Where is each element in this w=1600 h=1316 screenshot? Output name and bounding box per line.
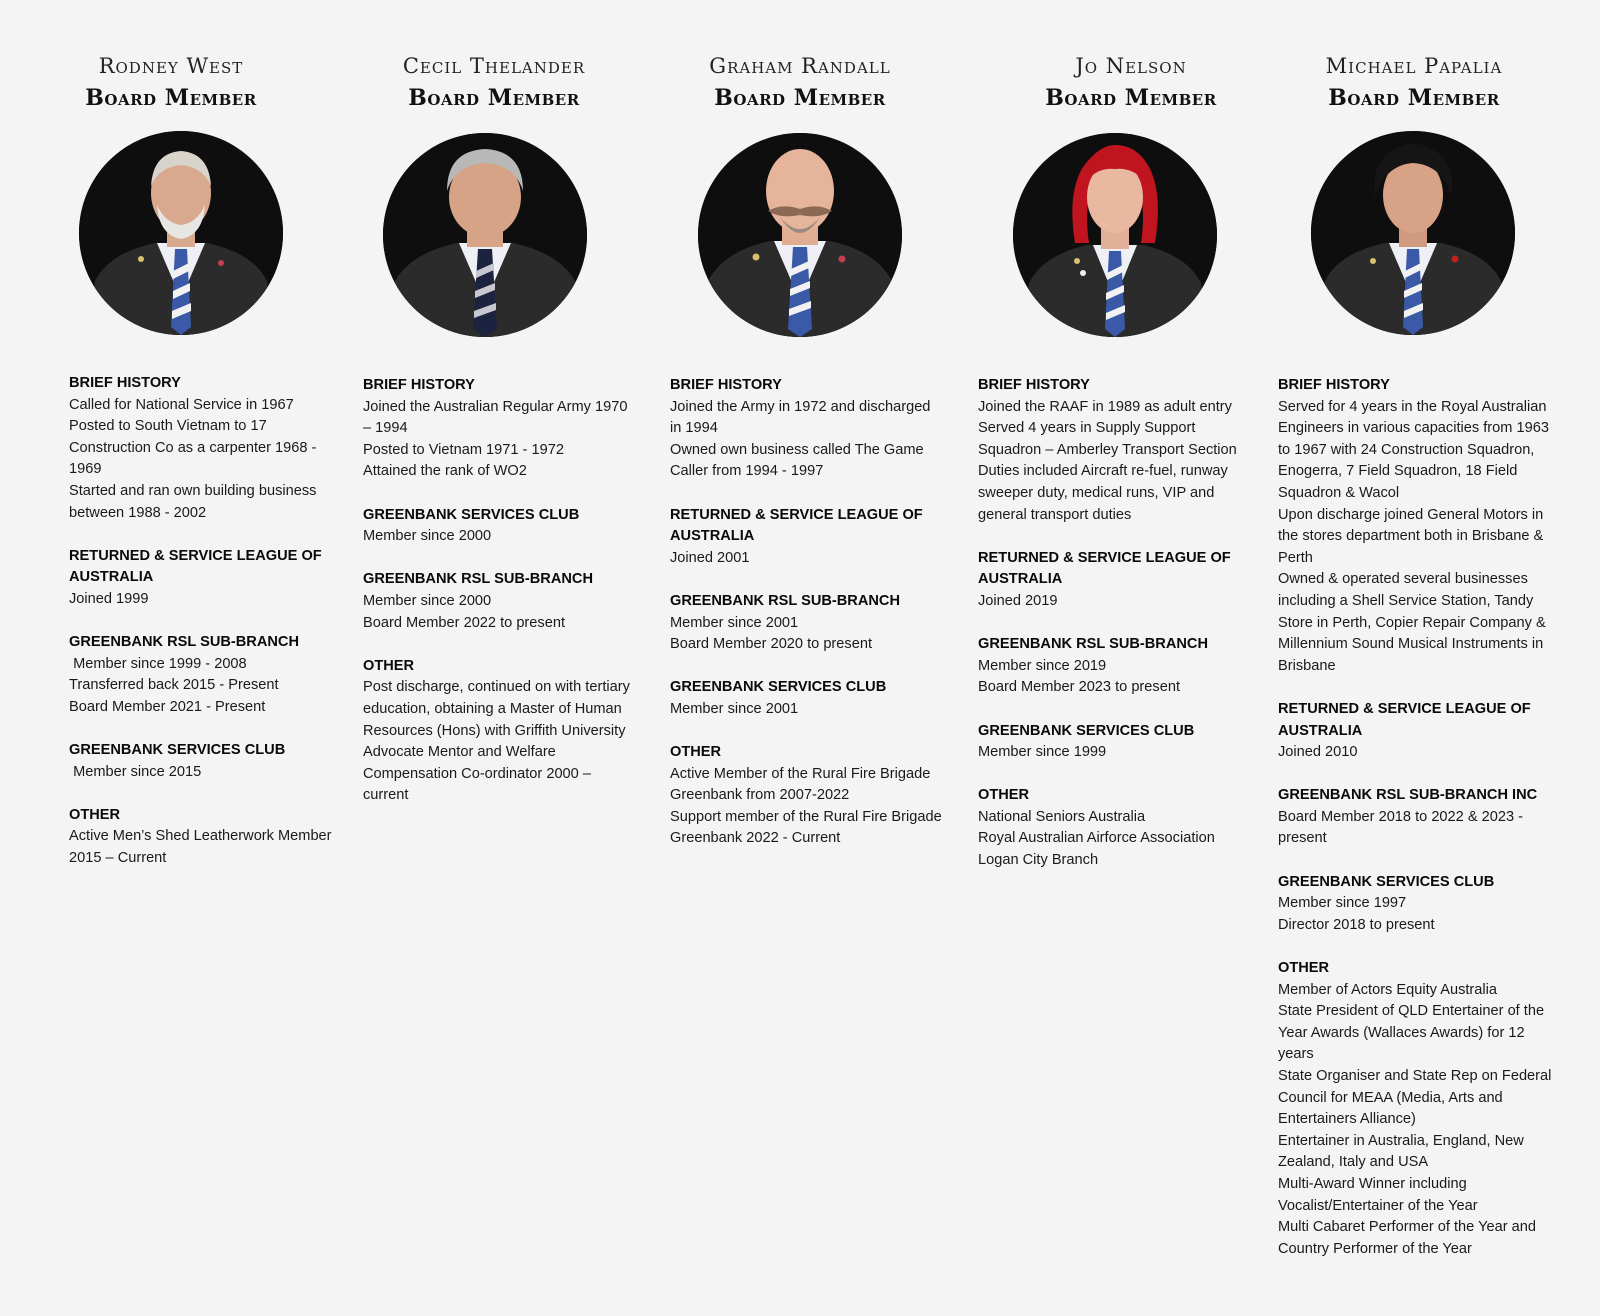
member-name: Cecil Thelander xyxy=(402,54,586,78)
section-line: Upon discharge joined General Motors in the stores department both in Brisbane & Perth xyxy=(1278,506,1548,566)
section-line: Joined the Army in 1972 and discharged in 1994 xyxy=(670,398,935,437)
portrait-illustration xyxy=(1311,131,1515,335)
member-photo xyxy=(1311,131,1515,335)
member-bio xyxy=(978,375,1253,893)
section-line: Member since 2015 xyxy=(69,763,202,780)
bio-section-brief-history xyxy=(1278,375,1553,677)
section-title: RETURNED & SERVICE LEAGUE OF AUSTRALIA xyxy=(670,506,923,545)
section-line: Member since 2001 xyxy=(670,700,799,717)
section-line: Owned & operated several businesses including a Shell Service Station, Tandy Store in Perth, Copier Repair Company & Millennium Sound Musical Instruments in Brisbane xyxy=(1278,571,1550,674)
section-line: Entertainer in Australia, England, New Zealand, Italy and USA xyxy=(1278,1132,1528,1171)
member-bio xyxy=(670,375,945,872)
section-title: GREENBANK RSL SUB-BRANCH xyxy=(69,634,299,651)
member-bio xyxy=(363,375,638,828)
bio-section-rsl xyxy=(978,548,1253,613)
section-line: Member of Actors Equity Australia xyxy=(1278,981,1497,998)
bio-section-services-club xyxy=(363,505,638,548)
section-line: State Organiser and State Rep on Federal Council for MEAA (Media, Arts and Entertainers Alliance) xyxy=(1278,1068,1556,1128)
section-title: BRIEF HISTORY xyxy=(670,377,782,393)
bio-section-sub-branch xyxy=(670,591,945,656)
member-bio xyxy=(69,373,344,891)
section-line: Board Member 2022 to present xyxy=(363,614,565,631)
section-line: Joined 2010 xyxy=(1278,744,1358,761)
section-line: Served 4 years in Supply Support Squadron – Amberley Transport Section xyxy=(978,420,1237,458)
section-line: Support member of the Rural Fire Brigade Greenbank 2022 - Current xyxy=(670,808,946,847)
member-photo xyxy=(1013,133,1217,337)
member-role: Board Member xyxy=(408,85,580,111)
section-title: OTHER xyxy=(69,806,121,823)
section-line: Joined 2001 xyxy=(670,549,750,566)
section-title: GREENBANK RSL SUB-BRANCH xyxy=(978,636,1208,653)
member-photo xyxy=(698,133,902,337)
section-title: GREENBANK SERVICES CLUB xyxy=(69,742,286,759)
bio-section-services-club xyxy=(978,721,1253,764)
section-title: GREENBANK SERVICES CLUB xyxy=(670,679,887,696)
bio-section-sub-branch xyxy=(363,569,638,634)
section-title: RETURNED & SERVICE LEAGUE OF AUSTRALIA xyxy=(69,547,322,586)
bio-section-other xyxy=(670,742,945,850)
bio-section-brief-history xyxy=(69,373,344,524)
section-line: Member since 2001 xyxy=(670,614,799,631)
section-line: Multi Cabaret Performer of the Year and Country Performer of the Year xyxy=(1278,1219,1541,1257)
section-line: Called for National Service in 1967 xyxy=(69,396,294,413)
section-title: BRIEF HISTORY xyxy=(363,377,475,393)
section-line: Board Member 2021 - Present xyxy=(69,698,266,715)
member-role: Board Member xyxy=(85,85,257,111)
section-title: BRIEF HISTORY xyxy=(69,375,181,391)
section-line: National Seniors Australia xyxy=(978,808,1146,825)
section-title: GREENBANK SERVICES CLUB xyxy=(363,506,580,523)
bio-section-rsl xyxy=(69,546,344,611)
member-role: Board Member xyxy=(1328,85,1500,111)
member-role: Board Member xyxy=(1045,85,1217,111)
section-line: Served for 4 years in the Royal Australian Engineers in various capacities from 1963 to 1967 with 24 Construction Squadron, Enogerra, 7 Field Squadron, 18 Field Squadron & Wacol xyxy=(1278,398,1554,501)
portrait-illustration xyxy=(79,131,283,335)
section-line: Joined 2019 xyxy=(978,592,1058,609)
section-line: Member since 1999 - 2008 xyxy=(69,655,247,672)
section-line: Started and ran own building business between 1988 - 2002 xyxy=(69,482,321,521)
section-line: Member since 2000 xyxy=(363,592,492,609)
section-title: OTHER xyxy=(670,744,722,761)
section-line: Active Member of the Rural Fire Brigade Greenbank from 2007-2022 xyxy=(670,765,935,804)
section-line: Posted to South Vietnam to 17 Construction Co as a carpenter 1968 - 1969 xyxy=(69,418,321,478)
member-name: Rodney West xyxy=(98,54,244,78)
bio-section-other xyxy=(69,805,344,870)
bio-section-services-club xyxy=(69,740,344,783)
bio-section-rsl xyxy=(1278,699,1553,764)
bio-section-sub-branch xyxy=(69,632,344,718)
member-name: Michael Papalia xyxy=(1325,54,1503,78)
member-header xyxy=(11,50,331,114)
member-photo xyxy=(383,133,587,337)
section-line: Member since 1997 xyxy=(1278,895,1407,912)
section-line: Advocate Mentor and Welfare Compensation Co-ordinator 2000 – current xyxy=(363,744,596,804)
section-line: Board Member 2020 to present xyxy=(670,636,872,653)
section-line: Active Men’s Shed Leatherwork Member 2015 – Current xyxy=(69,828,336,867)
section-line: Multi-Award Winner including Vocalist/Entertainer of the Year xyxy=(1278,1175,1478,1214)
section-title: GREENBANK RSL SUB-BRANCH xyxy=(670,592,900,609)
section-line: Board Member 2018 to 2022 & 2023 - present xyxy=(1278,808,1528,847)
section-title: OTHER xyxy=(363,657,415,674)
member-name: Graham Randall xyxy=(709,54,891,78)
member-header xyxy=(334,50,654,114)
section-title: BRIEF HISTORY xyxy=(978,377,1090,393)
section-line: Member since 2019 xyxy=(978,657,1107,674)
member-header xyxy=(1254,50,1574,114)
section-title: OTHER xyxy=(1278,960,1330,977)
bio-section-brief-history xyxy=(978,375,1253,526)
member-photo xyxy=(79,131,283,335)
section-title: GREENBANK RSL SUB-BRANCH xyxy=(363,571,593,588)
section-line: Attained the rank of WO2 xyxy=(363,463,527,480)
bio-section-brief-history xyxy=(670,375,945,483)
section-line: State President of QLD Entertainer of the Year Awards (Wallaces Awards) for 12 years xyxy=(1278,1003,1548,1063)
section-line: Owned own business called The Game Caller from 1994 - 1997 xyxy=(670,441,928,480)
section-title: GREENBANK RSL SUB-BRANCH INC xyxy=(1278,787,1538,804)
section-line: Transferred back 2015 - Present xyxy=(69,677,279,694)
section-line: Duties included Aircraft re-fuel, runway sweeper duty, medical runs, VIP and general transport duties xyxy=(978,463,1232,523)
member-bio xyxy=(1278,375,1556,1282)
section-line: Joined the RAAF in 1989 as adult entry xyxy=(978,398,1232,415)
section-title: RETURNED & SERVICE LEAGUE OF AUSTRALIA xyxy=(1278,700,1531,739)
section-line: Royal Australian Airforce Association Logan City Branch xyxy=(978,830,1219,869)
section-line: Joined 1999 xyxy=(69,590,149,607)
section-title: GREENBANK SERVICES CLUB xyxy=(978,722,1195,739)
bio-section-sub-branch xyxy=(978,634,1253,699)
bio-section-other xyxy=(363,656,638,807)
portrait-illustration xyxy=(1013,133,1217,337)
section-title: RETURNED & SERVICE LEAGUE OF AUSTRALIA xyxy=(978,549,1231,588)
section-line: Board Member 2023 to present xyxy=(978,679,1180,696)
bio-section-other xyxy=(1278,958,1556,1260)
bio-section-brief-history xyxy=(363,375,638,483)
section-line: Joined the Australian Regular Army 1970 – 1994 xyxy=(363,398,632,437)
member-role: Board Member xyxy=(714,85,886,111)
section-line: Member since 2000 xyxy=(363,528,492,545)
member-name: Jo Nelson xyxy=(1075,54,1187,78)
section-title: GREENBANK SERVICES CLUB xyxy=(1278,873,1495,890)
member-header xyxy=(640,50,960,114)
bio-section-services-club xyxy=(670,677,945,720)
bio-section-rsl xyxy=(670,505,945,570)
section-line: Director 2018 to present xyxy=(1278,916,1435,933)
section-title: OTHER xyxy=(978,787,1030,804)
member-header xyxy=(971,50,1291,114)
bio-section-sub-branch xyxy=(1278,785,1553,850)
portrait-illustration xyxy=(383,133,587,337)
section-line: Member since 1999 xyxy=(978,744,1107,761)
section-title: BRIEF HISTORY xyxy=(1278,377,1390,393)
portrait-illustration xyxy=(698,133,902,337)
section-line: Posted to Vietnam 1971 - 1972 xyxy=(363,441,564,458)
bio-section-other xyxy=(978,785,1253,871)
section-line: Post discharge, continued on with tertiary education, obtaining a Master of Human Resources (Hons) with Griffith University xyxy=(363,679,634,739)
bio-section-services-club xyxy=(1278,872,1553,937)
